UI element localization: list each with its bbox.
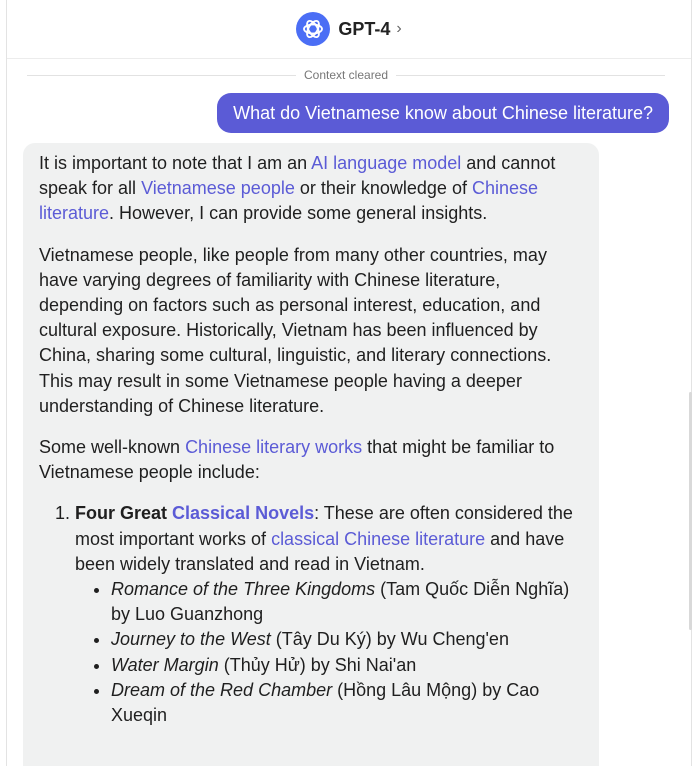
- assistant-paragraph-1: [39, 151, 583, 227]
- user-message: What do Vietnamese know about Chinese literature?: [217, 93, 669, 133]
- assistant-message: [23, 143, 599, 766]
- text-span: Some well-known: [39, 437, 186, 458]
- divider-line-left: [27, 75, 296, 76]
- novel-title: Romance of the Three Kingdoms: [111, 579, 376, 600]
- context-cleared-divider: [27, 66, 665, 84]
- list-item: [75, 501, 583, 728]
- divider-line-right: [396, 75, 665, 76]
- link-vietnamese-people[interactable]: Vietnamese people: [141, 178, 295, 199]
- link-classical-novels[interactable]: Classical Novels: [172, 503, 315, 524]
- chat-header: [7, 0, 691, 59]
- text-span: and have been widely translated and read in Vietnam.: [75, 528, 565, 574]
- text-span: and cannot speak for all: [39, 153, 556, 199]
- novel-detail: (Tây Du Ký) by Wu Cheng'en: [270, 629, 509, 650]
- link-chinese-literary-works[interactable]: Chinese literary works: [185, 437, 363, 458]
- list-item: [111, 678, 583, 728]
- model-selector-label[interactable]: GPT-4: [338, 18, 391, 39]
- chat-window: [6, 0, 692, 766]
- text-span: Four Great: [75, 503, 173, 524]
- novel-title: Dream of the Red Chamber: [111, 679, 333, 700]
- link-ai-language-model[interactable]: AI language model: [311, 153, 462, 173]
- link-classical-chinese-literature[interactable]: classical Chinese literature: [271, 528, 486, 549]
- works-list: [39, 501, 583, 728]
- context-cleared-label: Context cleared: [303, 68, 389, 82]
- novel-detail: (Thủy Hử) by Shi Nai'an: [218, 654, 417, 675]
- text-span: : These are often considered the most important works of: [75, 503, 573, 549]
- openai-logo-icon: [296, 12, 330, 46]
- bold-span: [75, 503, 314, 523]
- list-item: [111, 653, 583, 678]
- list-item: [111, 577, 583, 627]
- chevron-right-icon[interactable]: ›: [396, 20, 402, 37]
- scrollbar[interactable]: [689, 392, 692, 630]
- text-span: or their knowledge of: [294, 178, 472, 199]
- assistant-paragraph-3: [39, 435, 583, 485]
- novel-detail: (Tam Quốc Diễn Nghĩa) by Luo Guanzhong: [111, 579, 570, 625]
- novel-detail: (Hồng Lâu Mộng) by Cao Xueqin: [111, 679, 540, 726]
- text-span: It is important to note that I am an: [39, 153, 312, 173]
- assistant-paragraph-2: Vietnamese people, like people from many other countries, may have varying degrees of familiarity with Chinese literature, depending on factors such as personal interest, education, and cultural exposure. Historically, Vietnam has been influenced by China, sharing some cultural, linguistic, and literary connections. This may result in some Vietnamese people having a deeper understanding of Chinese literature.: [39, 244, 552, 416]
- list-item: [111, 627, 583, 652]
- novels-sublist: [75, 577, 583, 728]
- novel-title: Journey to the West: [111, 629, 271, 650]
- text-span: that might be familiar to Vietnamese people include:: [39, 437, 555, 483]
- novel-title: Water Margin: [111, 654, 219, 675]
- text-span: . However, I can provide some general insights.: [109, 203, 488, 224]
- link-chinese-literature[interactable]: Chinese literature: [39, 178, 539, 224]
